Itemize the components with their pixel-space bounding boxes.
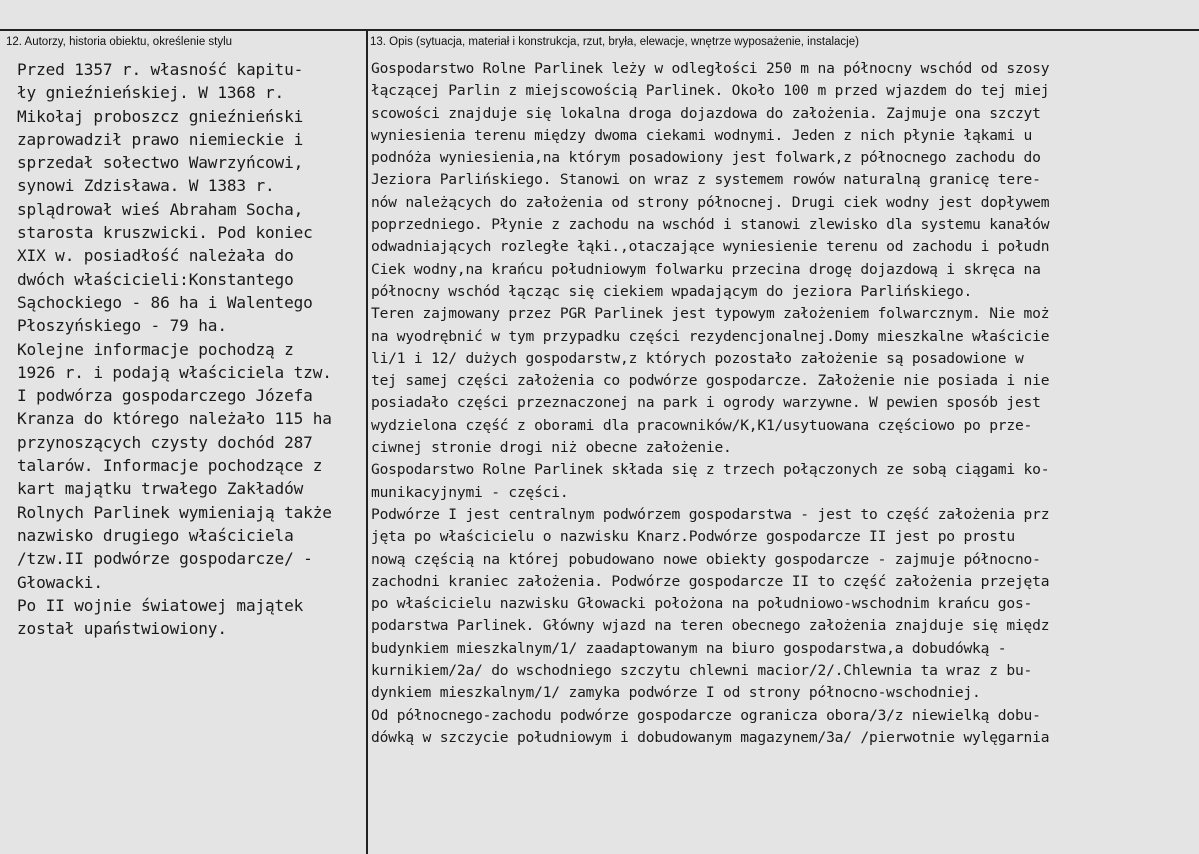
history-column (17, 58, 362, 640)
history-text-line: dwóch właścicieli:Konstantego (17, 269, 294, 289)
history-text-line: /tzw.II podwórze gospodarcze/ - (17, 549, 313, 569)
description-text-line: po właścicielu nazwisku Głowacki położona na południowo-wschodnim krańcu gos- (371, 595, 1033, 613)
history-text-line: Po II wojnie światowej majątek (17, 595, 304, 615)
section-12-heading: 12. Autorzy, historia obiektu, określenie stylu (6, 36, 233, 48)
description-text-line: Teren zajmowany przez PGR Parlinek jest typowym założeniem folwarcznym. Nie moż (371, 305, 1050, 323)
history-text-line: przynoszących czysty dochód 287 (17, 432, 313, 452)
history-text-line: splądrował wieś Abraham Socha, (17, 199, 304, 219)
history-text-line: Rolnych Parlinek wymieniają także (17, 502, 332, 522)
description-text-line: wydzielona część z oborami dla pracowników/K,K1/usytuowana częściowo po prze- (371, 416, 1033, 434)
description-text-line: budynkiem mieszkalnym/1/ zaadaptowanym na biuro gospodarstwa,a dobudówką - (371, 639, 1007, 657)
description-text-line: kurnikiem/2a/ do wschodniego szczytu chlewni macior/2/.Chlewnia ta wraz z bu- (371, 662, 1033, 680)
description-text-line: dynkiem mieszkalnym/1/ zamyka podwórze I od strony północno-wschodniej. (371, 684, 981, 702)
description-text-line: munikacyjnymi - części. (371, 483, 569, 501)
history-text-line: talarów. Informacje pochodzące z (17, 456, 323, 476)
description-text-line: jęta po właścicielu o nazwisku Knarz.Podwórze gospodarcze II jest po prostu (371, 528, 1015, 546)
history-text-line: kart majątku trwałego Zakładów (17, 479, 304, 499)
description-text-line: zachodni kraniec założenia. Podwórze gospodarcze II to część założenia przejęta (371, 572, 1050, 590)
description-text-line: scowości znajduje się lokalna droga dojazdowa do założenia. Zajmuje ona szczyt (371, 104, 1041, 122)
history-text-line: Kranza do którego należało 115 ha (17, 409, 332, 429)
description-text-line: Jeziora Parlińskiego. Stanowi on wraz z systemem rowów naturalną granicę tere- (371, 171, 1041, 189)
history-text-line: zaprowadził prawo niemieckie i (17, 129, 304, 149)
description-text-line: Gospodarstwo Rolne Parlinek leży w odległości 250 m na północny wschód od szosy (371, 60, 1050, 77)
description-text-line: północny wschód łącząc się ciekiem wpadającym do jeziora Parlińskiego. (371, 282, 973, 300)
description-text-line: tej samej części założenia co podwórze gospodarcze. Założenie nie posiada i nie (371, 372, 1050, 390)
description-text-line: Ciek wodny,na krańcu południowym folwarku przecina drogę dojazdową i skręca na (371, 260, 1041, 278)
history-text-line: ły gnieźnieńskiej. W 1368 r. (17, 83, 285, 103)
history-text-line: został upaństwiowiony. (17, 619, 227, 639)
history-text-line: Płoszyńskiego - 79 ha. (17, 316, 227, 336)
description-text-line: nową częścią na której pobudowano nowe obiekty gospodarcze - zajmuje północno- (371, 550, 1041, 568)
description-text-line: poprzedniego. Płynie z zachodu na wschód i stanowi zlewisko dla systemu kanałów (371, 216, 1050, 234)
description-text-line: posiadało części przeznaczonej na park i ogrody warzywne. W pewien sposób jest (371, 394, 1041, 412)
column-divider (366, 29, 368, 854)
history-text-line: Kolejne informacje pochodzą z (17, 339, 294, 359)
description-text-line: nów należących do założenia od strony północnej. Drugi ciek wodny jest dopływem (371, 193, 1050, 211)
history-text-line: Sąchockiego - 86 ha i Walentego (17, 292, 313, 312)
history-text-line: 1926 r. i podają właściciela tzw. (17, 362, 332, 382)
description-text-line: Gospodarstwo Rolne Parlinek składa się z trzech połączonych ze sobą ciągami ko- (371, 461, 1050, 479)
history-text-line: I podwórza gospodarczego Józefa (17, 386, 313, 406)
history-text-line: Przed 1357 r. własność kapitu- (17, 60, 304, 79)
history-text-line: Głowacki. (17, 572, 103, 592)
history-text-line: nazwisko drugiego właściciela (17, 525, 294, 545)
description-text-line: dówką w szczycie południowym i dobudowanym magazynem/3a/ /pierwotnie wylęgarnia (371, 728, 1050, 746)
top-rule (0, 29, 1199, 31)
description-text-line: podarstwa Parlinek. Główny wjazd na teren obecnego założenia znajduje się międz (371, 617, 1050, 635)
history-text-line: starosta kruszwicki. Pod koniec (17, 223, 313, 243)
description-column (371, 58, 1197, 749)
description-text-line: li/1 i 12/ dużych gospodarstw,z których pozostało założenie są posadowione w (371, 349, 1024, 367)
description-text-line: łączącej Parlin z miejscowością Parlinek. Około 100 m przed wjazdem do tej miej (371, 82, 1050, 100)
history-text-line: synowi Zdzisława. W 1383 r. (17, 176, 275, 196)
history-text-line: Mikołaj proboszcz gnieźnieński (17, 106, 304, 126)
history-text-line: XIX w. posiadłość należała do (17, 246, 294, 266)
description-text-line: Podwórze I jest centralnym podwórzem gospodarstwa - jest to część założenia prz (371, 505, 1050, 523)
description-text-line: wyniesienia terenu między dwoma ciekami wodnymi. Jeden z nich płynie łąkami u (371, 126, 1033, 144)
description-text-line: odwadniających rozległe łąki.,otaczające wyniesienie terenu od zachodu i połudn (371, 238, 1050, 256)
history-text-line: sprzedał sołectwo Wawrzyńcowi, (17, 153, 304, 173)
description-text-line: na wyodrębnić w tym przypadku części rezydencjonalnej.Domy mieszkalne właścicie (371, 327, 1050, 345)
description-text-line: ciwnej stronie drogi niż obecne założenie. (371, 439, 732, 457)
section-13-heading: 13. Opis (sytuacja, materiał i konstrukcja, rzut, bryła, elewacje, wnętrze wyposażenie, instalacje) (370, 36, 859, 48)
description-text-line: podnóża wyniesienia,na którym posadowiony jest folwark,z północnego zachodu do (371, 149, 1041, 167)
description-text-line: Od północnego-zachodu podwórze gospodarcze ogranicza obora/3/z niewielką dobu- (371, 706, 1041, 724)
